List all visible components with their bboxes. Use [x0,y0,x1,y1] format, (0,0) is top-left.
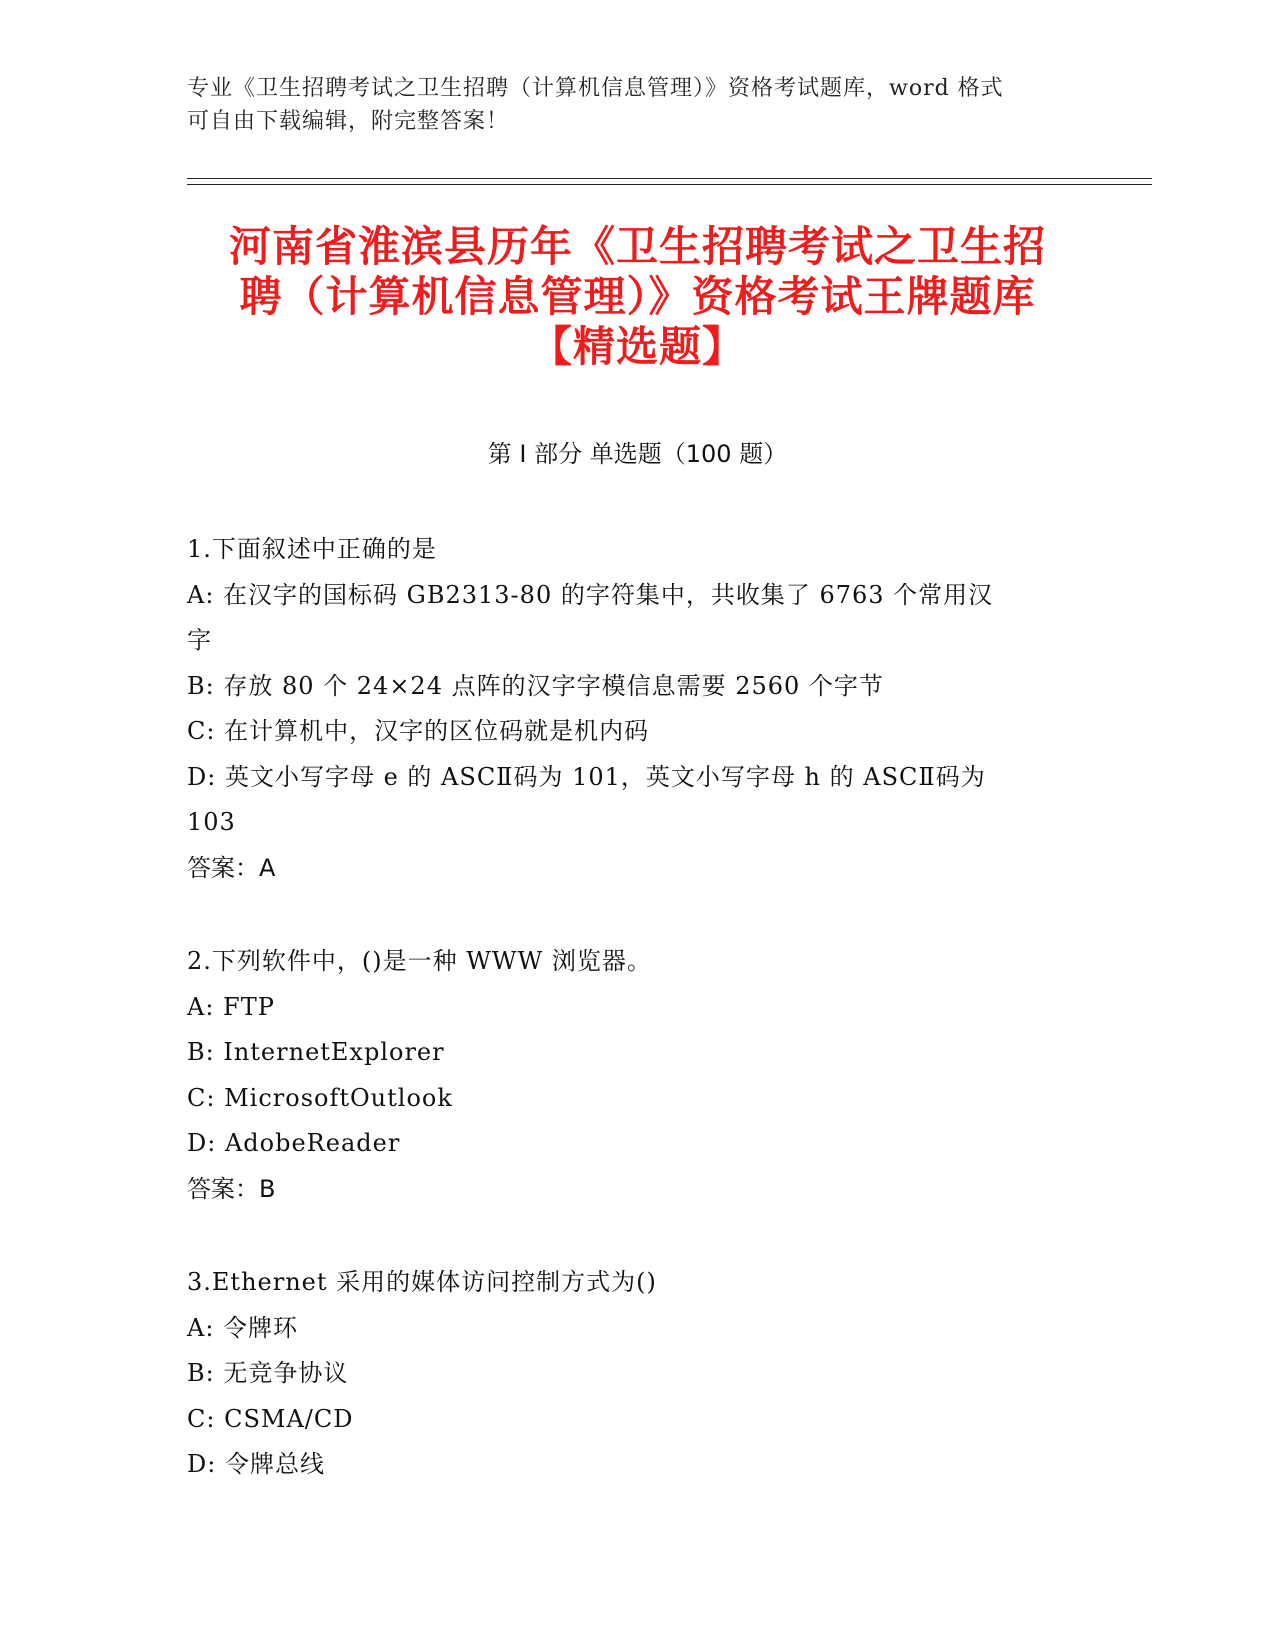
question-2 [187,939,1067,1212]
title-line-3: 【精选题】 [529,322,745,371]
option-a-continued: 字 [187,626,212,654]
section-heading: 第 I 部分 单选题（100 题） [487,440,788,468]
answer-label: 答案：A [187,853,276,882]
option-c: C: MicrosoftOutlook [187,1083,453,1112]
option-b: B: 无竞争协议 [187,1359,349,1387]
option-c: C: CSMA/CD [187,1404,354,1433]
option-d: D: 令牌总线 [187,1450,325,1478]
option-d: D: AdobeReader [187,1129,401,1157]
header-divider-bottom [187,184,1152,185]
question-stem: 1.下面叙述中正确的是 [187,535,437,563]
question-3 [187,1260,1067,1488]
option-a: A: 令牌环 [187,1313,299,1342]
title-line-1: 河南省淮滨县历年《卫生招聘考试之卫生招 [228,222,1046,271]
option-a: A: 在汉字的国标码 GB2313-80 的字符集中，共收集了 6763 个常用汉 [187,580,994,609]
header-divider-top [187,178,1152,179]
option-d: D: 英文小写字母 e 的 ASCⅡ码为 101，英文小写字母 h 的 ASCⅡ码为 [187,762,986,791]
answer-label: 答案：B [187,1174,276,1203]
question-stem: 2.下列软件中，()是一种 WWW 浏览器。 [187,947,652,975]
document-title [180,222,1095,372]
option-d-continued: 103 [187,808,236,836]
option-b: B: InternetExplorer [187,1038,445,1066]
question-stem: 3.Ethernet 采用的媒体访问控制方式为() [187,1268,657,1296]
option-a: A: FTP [187,992,275,1021]
option-c: C: 在计算机中，汉字的区位码就是机内码 [187,717,650,745]
intro-line-1: 专业《卫生招聘考试之卫生招聘（计算机信息管理）》资格考试题库，word 格式 [187,76,1004,101]
intro-text [187,72,1067,138]
title-line-2: 聘（计算机信息管理）》资格考试王牌题库 [239,272,1036,321]
intro-line-2: 可自由下载编辑，附完整答案！ [187,109,510,134]
option-b: B: 存放 80 个 24×24 点阵的汉字字模信息需要 2560 个字节 [187,671,884,700]
question-1 [187,527,1067,891]
question-list [187,527,1067,1536]
